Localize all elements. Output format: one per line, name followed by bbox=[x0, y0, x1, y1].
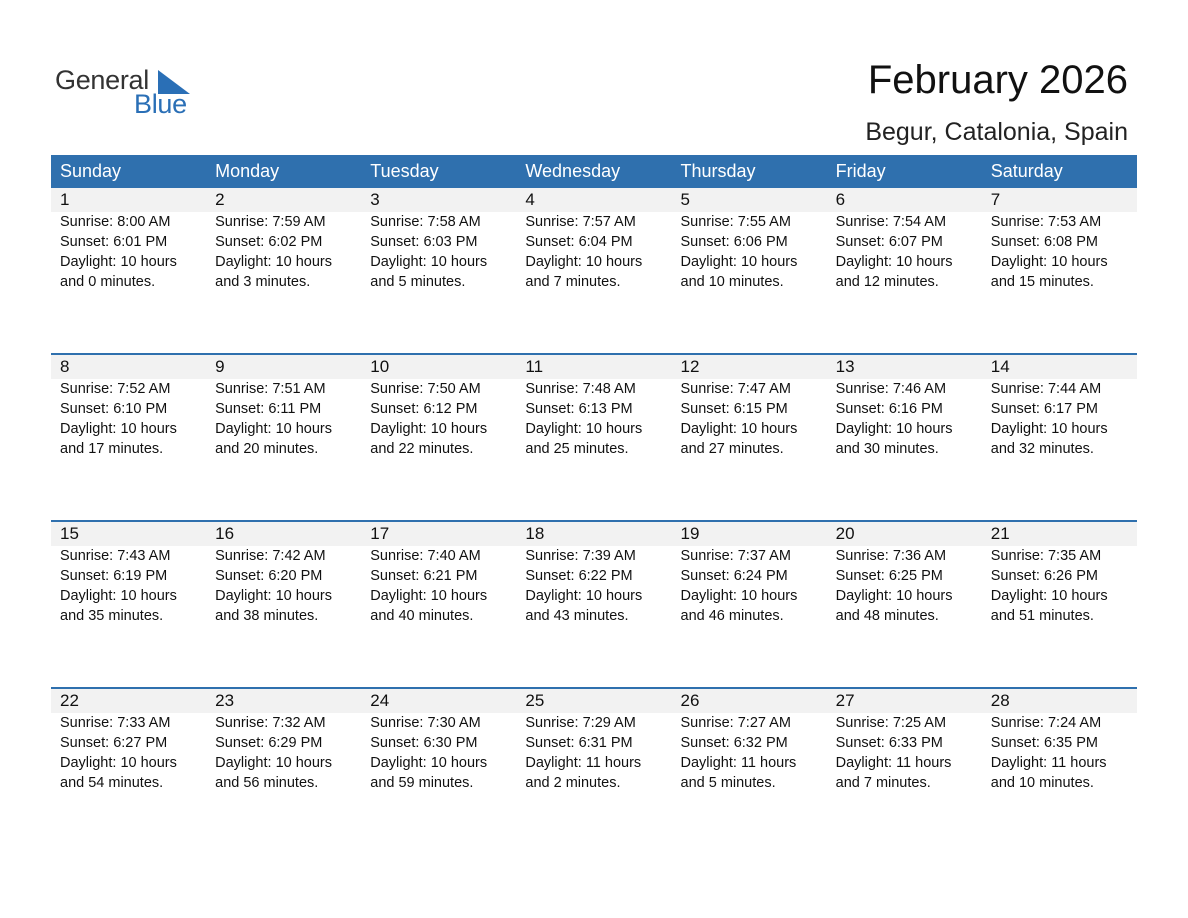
daylight-minutes-text: and 10 minutes. bbox=[680, 274, 784, 290]
day-cell bbox=[51, 522, 206, 626]
daylight-text: Daylight: 11 hours bbox=[990, 755, 1107, 771]
sunrise-text: Sunrise: 7:42 AM bbox=[215, 548, 326, 564]
sunrise-text: Sunrise: 7:46 AM bbox=[835, 381, 947, 397]
day-number: 6 bbox=[835, 190, 846, 209]
day-number: 27 bbox=[835, 691, 855, 710]
day-cell bbox=[361, 355, 516, 459]
day-number: 19 bbox=[680, 524, 700, 543]
day-number: 24 bbox=[370, 691, 390, 710]
day-number: 26 bbox=[680, 691, 700, 710]
sunrise-text: Sunrise: 7:29 AM bbox=[525, 715, 636, 731]
weekday-friday: Friday bbox=[835, 161, 886, 181]
day-number: 21 bbox=[990, 524, 1010, 543]
daylight-text: Daylight: 10 hours bbox=[525, 254, 643, 270]
daylight-minutes-text: and 15 minutes. bbox=[990, 274, 1094, 290]
sunset-text: Sunset: 6:19 PM bbox=[60, 568, 168, 584]
daylight-text: Daylight: 11 hours bbox=[680, 755, 797, 771]
sunrise-text: Sunrise: 7:57 AM bbox=[525, 214, 636, 230]
sunset-text: Sunset: 6:16 PM bbox=[835, 401, 943, 417]
day-number: 4 bbox=[525, 190, 535, 209]
daylight-minutes-text: and 54 minutes. bbox=[60, 775, 164, 791]
sunset-text: Sunset: 6:31 PM bbox=[525, 735, 633, 751]
calendar-week bbox=[51, 188, 1137, 353]
weekday-thursday: Thursday bbox=[680, 161, 756, 181]
weekday-monday: Monday bbox=[215, 161, 280, 181]
calendar-week bbox=[51, 353, 1137, 520]
daylight-minutes-text: and 17 minutes. bbox=[60, 441, 164, 457]
week-grid bbox=[51, 689, 1137, 793]
sunrise-text: Sunrise: 7:48 AM bbox=[525, 381, 636, 397]
day-cell bbox=[206, 689, 361, 793]
sunset-text: Sunset: 6:20 PM bbox=[215, 568, 323, 584]
sunset-text: Sunset: 6:04 PM bbox=[525, 234, 633, 250]
day-number: 20 bbox=[835, 524, 855, 543]
sunrise-text: Sunrise: 8:00 AM bbox=[60, 214, 171, 230]
sunset-text: Sunset: 6:22 PM bbox=[525, 568, 633, 584]
day-cell bbox=[51, 355, 206, 459]
daylight-minutes-text: and 3 minutes. bbox=[215, 274, 311, 290]
day-cell bbox=[206, 522, 361, 626]
day-cell bbox=[827, 188, 982, 292]
day-number: 14 bbox=[990, 357, 1010, 376]
daylight-text: Daylight: 10 hours bbox=[215, 254, 332, 270]
daylight-minutes-text: and 25 minutes. bbox=[525, 441, 629, 457]
day-number: 9 bbox=[215, 357, 225, 376]
sunset-text: Sunset: 6:21 PM bbox=[370, 568, 478, 584]
sunrise-text: Sunrise: 7:33 AM bbox=[60, 715, 171, 731]
daylight-text: Daylight: 10 hours bbox=[835, 588, 953, 604]
daylight-minutes-text: and 22 minutes. bbox=[370, 441, 474, 457]
day-cell bbox=[982, 188, 1137, 292]
sunrise-text: Sunrise: 7:50 AM bbox=[370, 381, 481, 397]
daylight-minutes-text: and 5 minutes. bbox=[680, 775, 776, 791]
day-cell bbox=[51, 689, 206, 793]
sunset-text: Sunset: 6:11 PM bbox=[215, 401, 322, 417]
day-number: 23 bbox=[215, 691, 235, 710]
sunrise-text: Sunrise: 7:24 AM bbox=[990, 715, 1102, 731]
daylight-minutes-text: and 38 minutes. bbox=[215, 608, 319, 624]
day-number: 16 bbox=[215, 524, 235, 543]
sunrise-text: Sunrise: 7:43 AM bbox=[60, 548, 171, 564]
day-number: 17 bbox=[370, 524, 390, 543]
daylight-text: Daylight: 10 hours bbox=[990, 421, 1108, 437]
daylight-text: Daylight: 10 hours bbox=[215, 588, 332, 604]
calendar-week bbox=[51, 687, 1137, 854]
daylight-minutes-text: and 59 minutes. bbox=[370, 775, 474, 791]
day-cell bbox=[516, 188, 671, 292]
sunset-text: Sunset: 6:13 PM bbox=[525, 401, 633, 417]
day-cell bbox=[361, 188, 516, 292]
daylight-text: Daylight: 10 hours bbox=[990, 588, 1108, 604]
calendar bbox=[51, 155, 1137, 854]
sunrise-text: Sunrise: 7:58 AM bbox=[370, 214, 481, 230]
sunrise-text: Sunrise: 7:39 AM bbox=[525, 548, 636, 564]
sunset-text: Sunset: 6:12 PM bbox=[370, 401, 478, 417]
day-number: 2 bbox=[215, 190, 225, 209]
day-number: 25 bbox=[525, 691, 545, 710]
sunset-text: Sunset: 6:27 PM bbox=[60, 735, 168, 751]
daylight-minutes-text: and 40 minutes. bbox=[370, 608, 474, 624]
daylight-text: Daylight: 10 hours bbox=[370, 588, 488, 604]
daylight-minutes-text: and 12 minutes. bbox=[835, 274, 939, 290]
weekday-wednesday: Wednesday bbox=[525, 161, 621, 181]
sunset-text: Sunset: 6:35 PM bbox=[990, 735, 1098, 751]
daylight-text: Daylight: 10 hours bbox=[60, 588, 177, 604]
day-number: 28 bbox=[990, 691, 1010, 710]
daylight-text: Daylight: 10 hours bbox=[680, 421, 798, 437]
daylight-minutes-text: and 30 minutes. bbox=[835, 441, 939, 457]
day-number: 18 bbox=[525, 524, 545, 543]
day-number: 3 bbox=[370, 190, 380, 209]
calendar-weeks bbox=[51, 188, 1137, 854]
weekday-header bbox=[51, 155, 1137, 188]
daylight-minutes-text: and 2 minutes. bbox=[525, 775, 621, 791]
daylight-minutes-text: and 7 minutes. bbox=[525, 274, 621, 290]
daylight-text: Daylight: 10 hours bbox=[370, 421, 488, 437]
day-number: 13 bbox=[835, 357, 855, 376]
day-number: 10 bbox=[370, 357, 390, 376]
logo-general-text: General bbox=[55, 65, 149, 95]
sunset-text: Sunset: 6:25 PM bbox=[835, 568, 943, 584]
daylight-text: Daylight: 10 hours bbox=[835, 254, 953, 270]
day-number: 1 bbox=[60, 190, 70, 209]
daylight-text: Daylight: 11 hours bbox=[525, 755, 642, 771]
sunset-text: Sunset: 6:30 PM bbox=[370, 735, 478, 751]
daylight-text: Daylight: 10 hours bbox=[60, 755, 177, 771]
daylight-text: Daylight: 10 hours bbox=[215, 755, 332, 771]
week-grid bbox=[51, 188, 1137, 292]
daylight-minutes-text: and 27 minutes. bbox=[680, 441, 784, 457]
day-number: 8 bbox=[60, 357, 70, 376]
sunrise-text: Sunrise: 7:51 AM bbox=[215, 381, 326, 397]
weekday-sunday: Sunday bbox=[60, 161, 122, 181]
weekday-tuesday: Tuesday bbox=[370, 161, 439, 181]
calendar-week bbox=[51, 520, 1137, 687]
daylight-text: Daylight: 10 hours bbox=[525, 421, 643, 437]
daylight-text: Daylight: 10 hours bbox=[835, 421, 953, 437]
daylight-text: Daylight: 10 hours bbox=[990, 254, 1108, 270]
sunrise-text: Sunrise: 7:44 AM bbox=[990, 381, 1102, 397]
sunrise-text: Sunrise: 7:36 AM bbox=[835, 548, 947, 564]
page-title: February 2026 bbox=[867, 58, 1128, 102]
day-number: 5 bbox=[680, 190, 690, 209]
day-cell bbox=[361, 522, 516, 626]
daylight-text: Daylight: 10 hours bbox=[370, 755, 488, 771]
sunrise-text: Sunrise: 7:35 AM bbox=[990, 548, 1102, 564]
daylight-minutes-text: and 32 minutes. bbox=[990, 441, 1094, 457]
day-cell bbox=[51, 188, 206, 292]
brand-logo bbox=[55, 64, 205, 120]
weekday-saturday: Saturday bbox=[990, 161, 1063, 181]
day-cell bbox=[206, 188, 361, 292]
day-cell bbox=[672, 188, 827, 292]
daylight-text: Daylight: 10 hours bbox=[60, 254, 177, 270]
sunset-text: Sunset: 6:15 PM bbox=[680, 401, 788, 417]
sunset-text: Sunset: 6:03 PM bbox=[370, 234, 478, 250]
sunrise-text: Sunrise: 7:55 AM bbox=[680, 214, 791, 230]
sunrise-text: Sunrise: 7:53 AM bbox=[990, 214, 1102, 230]
daylight-minutes-text: and 56 minutes. bbox=[215, 775, 319, 791]
daylight-minutes-text: and 43 minutes. bbox=[525, 608, 629, 624]
daylight-minutes-text: and 5 minutes. bbox=[370, 274, 466, 290]
sunrise-text: Sunrise: 7:54 AM bbox=[835, 214, 947, 230]
daylight-minutes-text: and 20 minutes. bbox=[215, 441, 319, 457]
day-number: 11 bbox=[525, 357, 544, 376]
sunset-text: Sunset: 6:10 PM bbox=[60, 401, 168, 417]
day-cell bbox=[516, 355, 671, 459]
daylight-minutes-text: and 10 minutes. bbox=[990, 775, 1094, 791]
day-cell bbox=[672, 522, 827, 626]
day-cell bbox=[361, 689, 516, 793]
day-cell bbox=[206, 355, 361, 459]
sunrise-text: Sunrise: 7:59 AM bbox=[215, 214, 326, 230]
sunset-text: Sunset: 6:02 PM bbox=[215, 234, 323, 250]
sunset-text: Sunset: 6:06 PM bbox=[680, 234, 788, 250]
daylight-minutes-text: and 0 minutes. bbox=[60, 274, 156, 290]
week-grid bbox=[51, 355, 1137, 459]
daylight-minutes-text: and 35 minutes. bbox=[60, 608, 164, 624]
day-cell bbox=[982, 689, 1137, 793]
sunset-text: Sunset: 6:24 PM bbox=[680, 568, 788, 584]
daylight-minutes-text: and 51 minutes. bbox=[990, 608, 1094, 624]
day-cell bbox=[827, 355, 982, 459]
day-number: 7 bbox=[990, 190, 1001, 209]
day-number: 15 bbox=[60, 524, 79, 543]
sunrise-text: Sunrise: 7:37 AM bbox=[680, 548, 791, 564]
sunrise-text: Sunrise: 7:52 AM bbox=[60, 381, 171, 397]
logo-blue-text: Blue bbox=[134, 89, 187, 119]
sunrise-text: Sunrise: 7:47 AM bbox=[680, 381, 791, 397]
sunset-text: Sunset: 6:01 PM bbox=[60, 234, 168, 250]
daylight-text: Daylight: 10 hours bbox=[60, 421, 177, 437]
sunrise-text: Sunrise: 7:27 AM bbox=[680, 715, 791, 731]
daylight-text: Daylight: 10 hours bbox=[525, 588, 643, 604]
sunset-text: Sunset: 6:33 PM bbox=[835, 735, 943, 751]
daylight-text: Daylight: 10 hours bbox=[680, 588, 798, 604]
sunrise-text: Sunrise: 7:32 AM bbox=[215, 715, 326, 731]
daylight-text: Daylight: 10 hours bbox=[215, 421, 332, 437]
sunrise-text: Sunrise: 7:25 AM bbox=[835, 715, 947, 731]
sunset-text: Sunset: 6:29 PM bbox=[215, 735, 323, 751]
sunset-text: Sunset: 6:08 PM bbox=[990, 234, 1098, 250]
day-cell bbox=[672, 689, 827, 793]
daylight-minutes-text: and 48 minutes. bbox=[835, 608, 939, 624]
daylight-text: Daylight: 10 hours bbox=[680, 254, 798, 270]
daylight-minutes-text: and 7 minutes. bbox=[835, 775, 931, 791]
sunset-text: Sunset: 6:17 PM bbox=[990, 401, 1098, 417]
day-cell bbox=[516, 522, 671, 626]
sunset-text: Sunset: 6:07 PM bbox=[835, 234, 943, 250]
daylight-text: Daylight: 11 hours bbox=[835, 755, 952, 771]
day-number: 12 bbox=[680, 357, 700, 376]
day-cell bbox=[672, 355, 827, 459]
day-cell bbox=[516, 689, 671, 793]
daylight-text: Daylight: 10 hours bbox=[370, 254, 488, 270]
day-cell bbox=[827, 689, 982, 793]
sunrise-text: Sunrise: 7:40 AM bbox=[370, 548, 481, 564]
sunset-text: Sunset: 6:32 PM bbox=[680, 735, 788, 751]
day-cell bbox=[982, 355, 1137, 459]
location-subtitle: Begur, Catalonia, Spain bbox=[865, 118, 1128, 146]
day-number: 22 bbox=[60, 691, 79, 710]
sunset-text: Sunset: 6:26 PM bbox=[990, 568, 1098, 584]
day-cell bbox=[982, 522, 1137, 626]
week-grid bbox=[51, 522, 1137, 626]
day-cell bbox=[827, 522, 982, 626]
daylight-minutes-text: and 46 minutes. bbox=[680, 608, 784, 624]
sunrise-text: Sunrise: 7:30 AM bbox=[370, 715, 481, 731]
